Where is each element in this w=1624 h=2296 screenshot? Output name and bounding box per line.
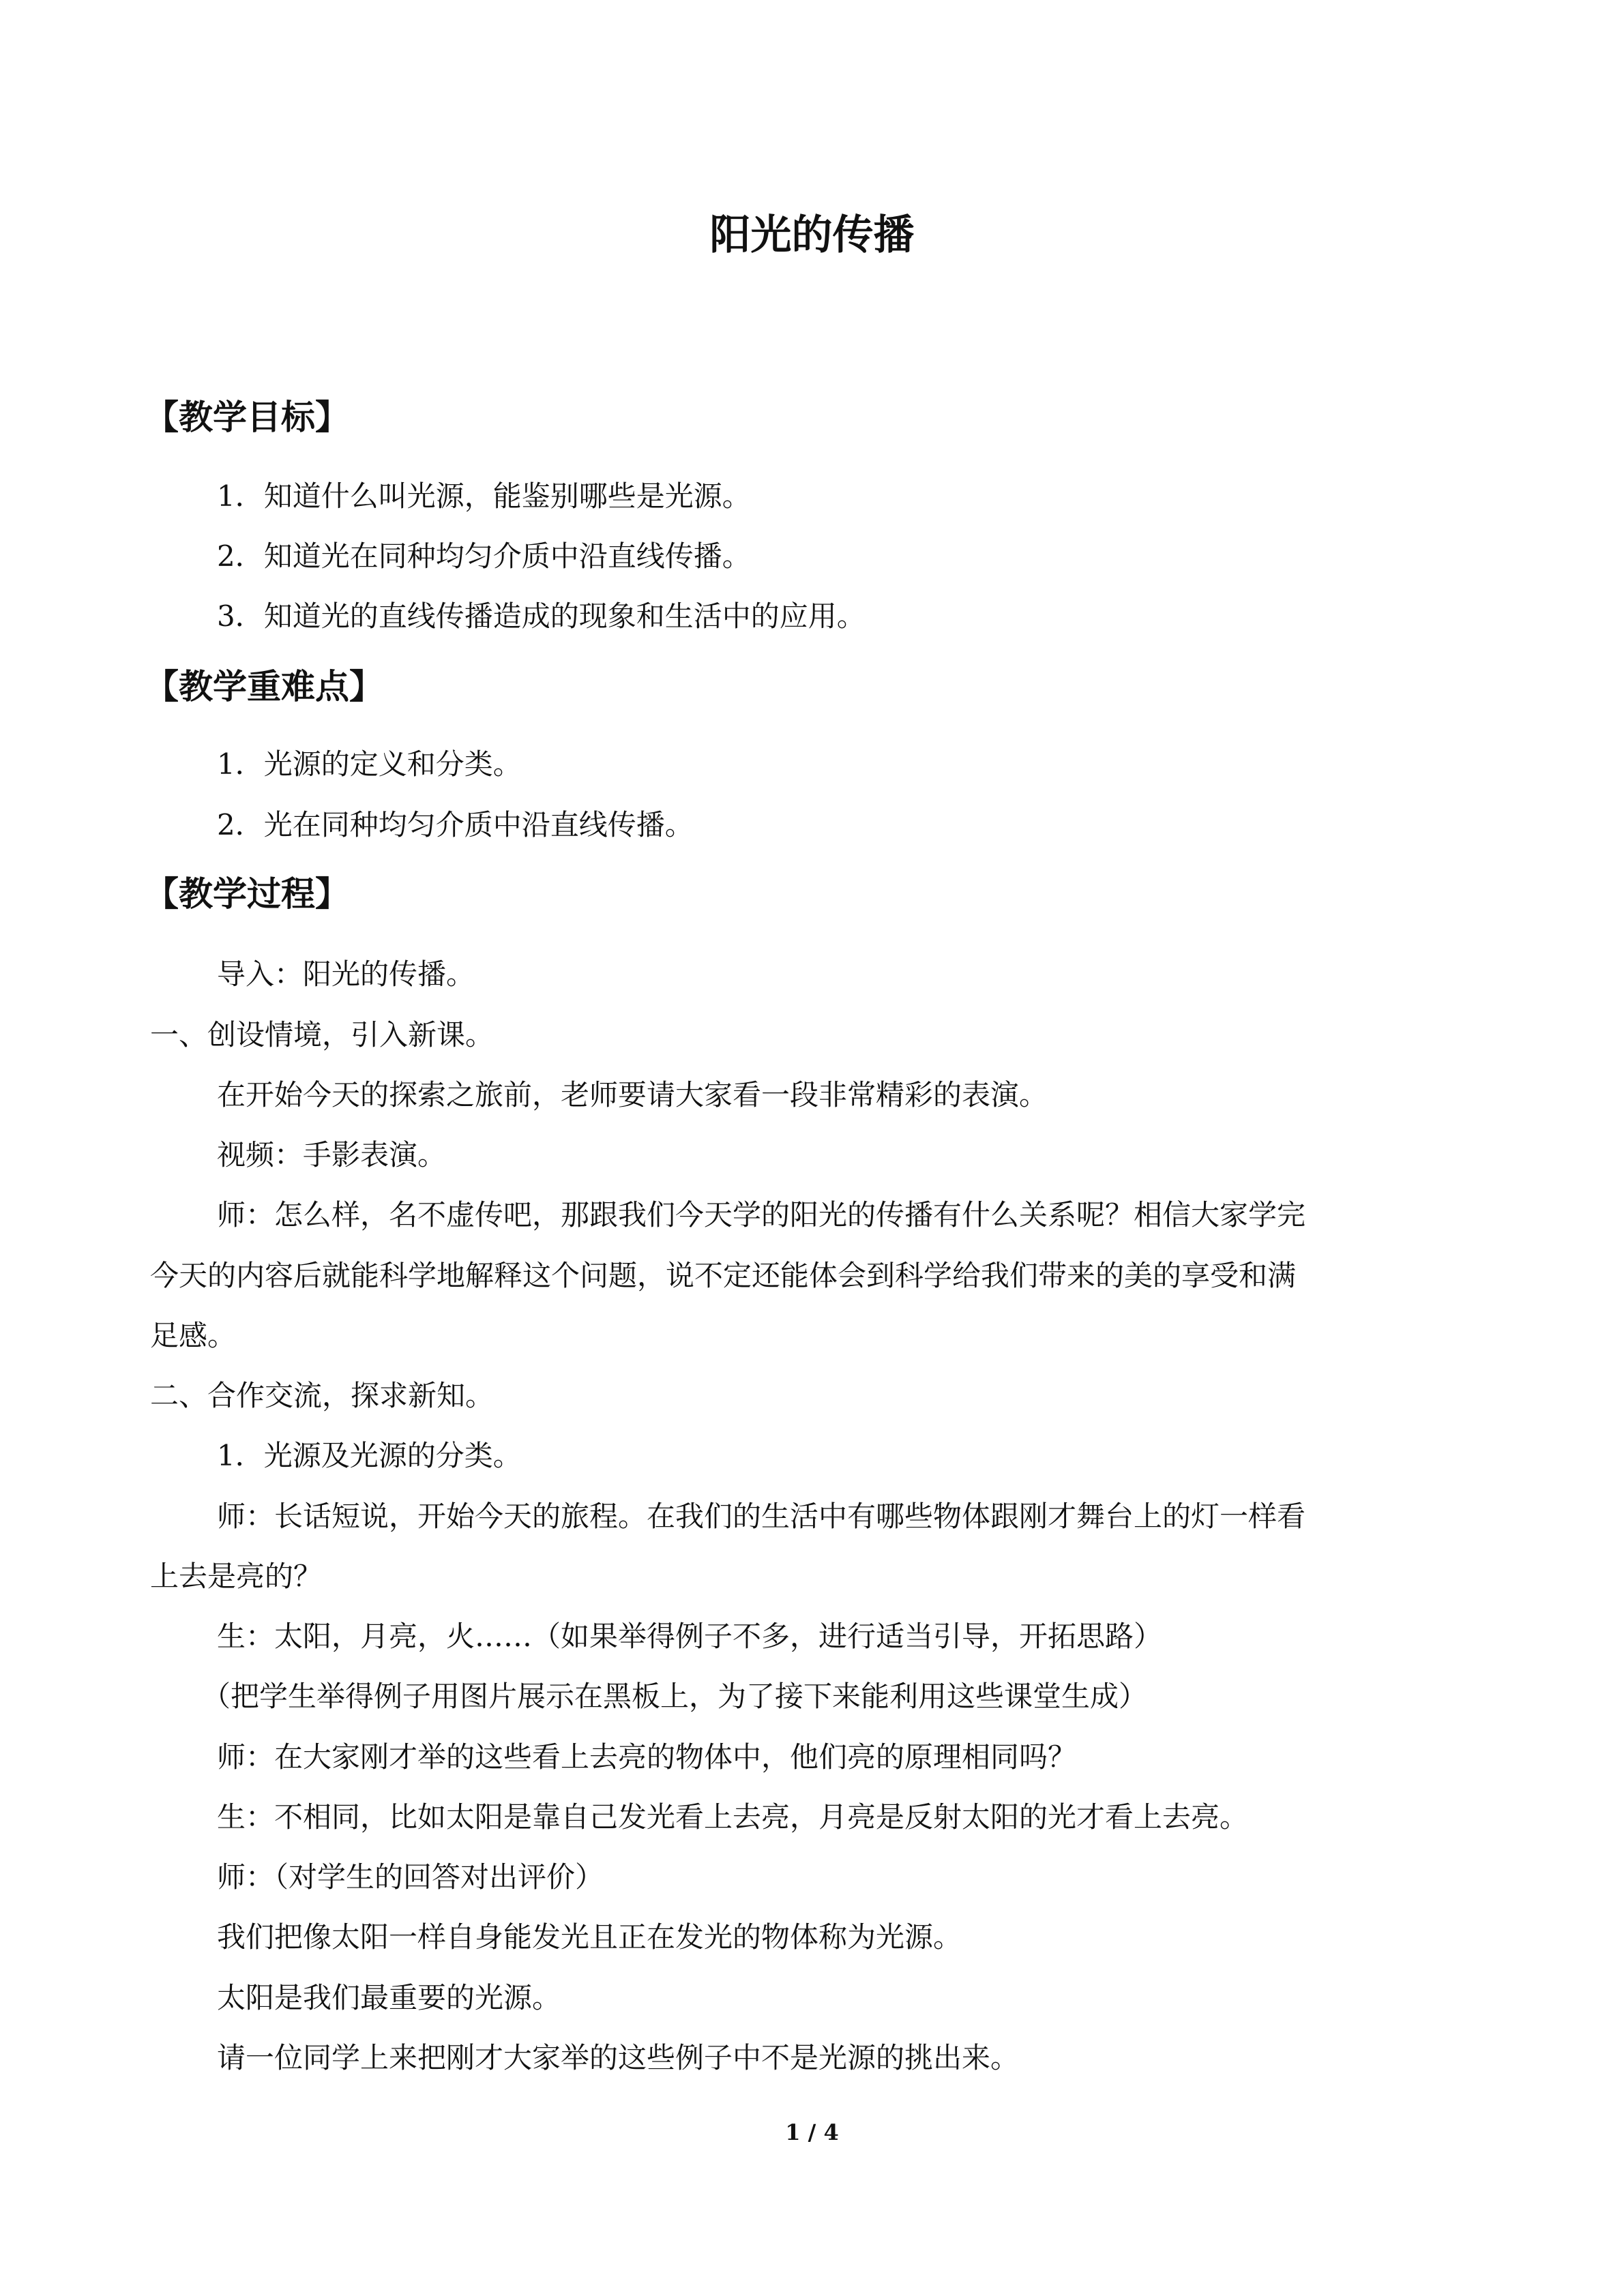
objective-item: 2．知道光在同种均匀介质中沿直线传播。 bbox=[217, 539, 751, 573]
process-line: 我们把像太阳一样自身能发光且正在发光的物体称为光源。 bbox=[217, 1920, 962, 1954]
process-line: 一、创设情境，引入新课。 bbox=[150, 1018, 494, 1052]
section-heading-key-points: 【教学重难点】 bbox=[145, 667, 383, 706]
process-line: 上去是亮的？ bbox=[150, 1560, 323, 1593]
process-line: 师：（对学生的回答对出评价） bbox=[217, 1860, 604, 1894]
process-line: 师：怎么样，名不虚传吧，那跟我们今天学的阳光的传播有什么关系呢？相信大家学完 bbox=[217, 1198, 1306, 1232]
process-line: 在开始今天的探索之旅前，老师要请大家看一段非常精彩的表演。 bbox=[217, 1078, 1048, 1112]
page-number: 1 / 4 bbox=[785, 2119, 839, 2145]
key-point-item: 1．光源的定义和分类。 bbox=[217, 747, 522, 781]
process-line: 二、合作交流，探求新知。 bbox=[150, 1379, 494, 1412]
process-line: 生：太阳，月亮，火……（如果举得例子不多，进行适当引导，开拓思路） bbox=[217, 1620, 1163, 1653]
process-line: 师：长话短说，开始今天的旅程。在我们的生活中有哪些物体跟刚才舞台上的灯一样看 bbox=[217, 1500, 1306, 1533]
process-line: 导入：阳光的传播。 bbox=[217, 957, 475, 991]
objective-item: 3．知道光的直线传播造成的现象和生活中的应用。 bbox=[217, 599, 866, 633]
process-line: （把学生举得例子用图片展示在黑板上，为了接下来能利用这些课堂生成） bbox=[202, 1680, 1148, 1713]
process-line: 师：在大家刚才举的这些看上去亮的物体中，他们亮的原理相同吗？ bbox=[217, 1740, 1077, 1774]
process-line: 太阳是我们最重要的光源。 bbox=[217, 1981, 561, 2014]
process-line: 视频：手影表演。 bbox=[217, 1138, 447, 1172]
process-line: 足感。 bbox=[150, 1319, 237, 1352]
process-line: 请一位同学上来把刚才大家举的这些例子中不是光源的挑出来。 bbox=[217, 2041, 1020, 2074]
process-line: 1．光源及光源的分类。 bbox=[217, 1439, 522, 1472]
process-line: 今天的内容后就能科学地解释这个问题，说不定还能体会到科学给我们带来的美的享受和满 bbox=[150, 1259, 1297, 1292]
objective-item: 1．知道什么叫光源，能鉴别哪些是光源。 bbox=[217, 479, 751, 513]
process-line: 生：不相同，比如太阳是靠自己发光看上去亮，月亮是反射太阳的光才看上去亮。 bbox=[217, 1800, 1249, 1834]
page-title: 阳光的传播 bbox=[709, 211, 915, 259]
section-heading-objectives: 【教学目标】 bbox=[145, 398, 349, 437]
section-heading-process: 【教学过程】 bbox=[145, 874, 349, 914]
key-point-item: 2．光在同种均匀介质中沿直线传播。 bbox=[217, 808, 694, 841]
